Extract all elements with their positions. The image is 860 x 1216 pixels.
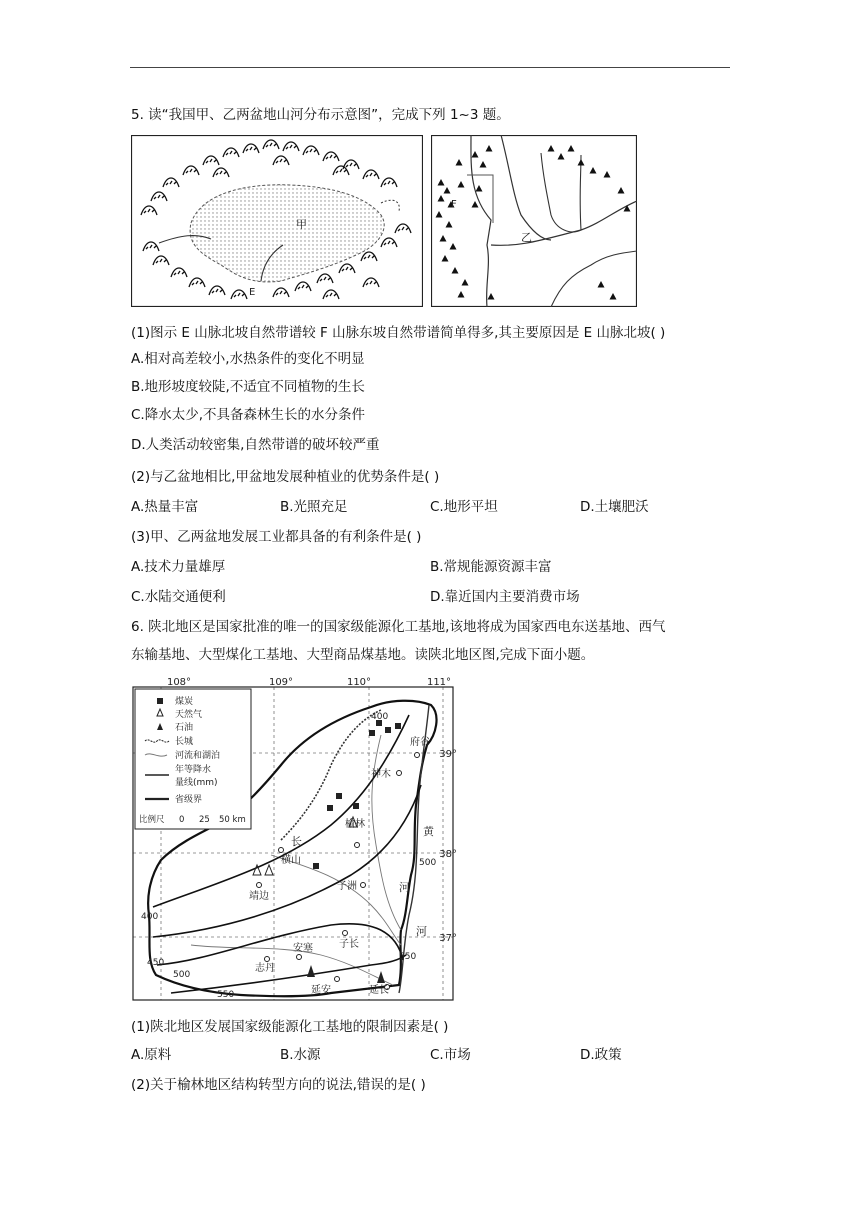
- city-yanchang: 延长: [369, 985, 389, 996]
- q6-sub1-option-d: D.政策: [580, 1047, 622, 1063]
- q6-sub1-option-c: C.市场: [430, 1047, 471, 1063]
- q5-stem: 5. 读“我国甲、乙两盆地山河分布示意图”，完成下列 1~3 题。: [131, 107, 510, 123]
- header-rule: [130, 67, 730, 68]
- lon-109: 109°: [268, 677, 294, 688]
- legend-gas: 天然气: [175, 710, 203, 720]
- q5-sub1-option-c: C.降水太少,不具备森林生长的水分条件: [131, 407, 366, 423]
- q5-sub3-option-b: B.常规能源资源丰富: [430, 559, 552, 575]
- label-he-2: 河: [416, 925, 427, 938]
- q6-sub1-option-b: B.水源: [280, 1047, 321, 1063]
- label-huang: 黄: [423, 825, 434, 838]
- q5-sub3-option-d: D.靠近国内主要消费市场: [430, 589, 580, 605]
- q5-sub2-option-b: B.光照充足: [280, 499, 348, 515]
- city-shenmu: 神木: [371, 769, 391, 780]
- isohyet-label: 400: [371, 712, 389, 722]
- lon-108: 108°: [166, 677, 192, 688]
- q5-sub2-option-d: D.土壤肥沃: [580, 499, 649, 515]
- q5-sub2-option-c: C.地形平坦: [430, 499, 498, 515]
- label-he-1: 河: [399, 881, 410, 894]
- map-frame: [432, 136, 637, 307]
- legend-great-wall: 长城: [175, 737, 194, 747]
- legend-oil: 石油: [175, 723, 194, 733]
- q6-sub1-stem: (1)陕北地区发展国家级能源化工基地的限制因素是( ): [131, 1019, 449, 1035]
- scale-label: 比例尺: [139, 815, 165, 825]
- isohyet-label: 550: [217, 990, 235, 1000]
- lat-37: 37°: [439, 933, 457, 944]
- city-zizhou: 子洲: [337, 881, 357, 892]
- label-great-wall: 长: [291, 835, 302, 848]
- q6-stem-line1: 6. 陕北地区是国家批准的唯一的国家级能源化工基地,该地将成为国家西电东送基地、西气: [131, 619, 666, 635]
- q6-sub1-option-a: A.原料: [131, 1047, 172, 1063]
- legend-province: 省级界: [175, 795, 203, 805]
- q5-map-left: [131, 135, 423, 307]
- lon-110: 110°: [346, 677, 372, 688]
- q5-sub1-stem: (1)图示 E 山脉北坡自然带谱较 F 山脉东坡自然带谱简单得多,其主要原因是 E 山脉北坡( ): [131, 325, 666, 341]
- lat-38: 38°: [439, 849, 457, 860]
- city-hengshan: 横山: [281, 855, 301, 866]
- city-zichang: 子长: [339, 939, 359, 950]
- q5-sub2-option-a: A.热量丰富: [131, 499, 199, 515]
- q5-map-right: [431, 135, 637, 307]
- q5-sub3-option-c: C.水陆交通便利: [131, 589, 226, 605]
- city-fugu: 府谷: [410, 737, 430, 748]
- q5-sub3-option-a: A.技术力量雄厚: [131, 559, 226, 575]
- city-yulin: 榆林: [345, 819, 365, 830]
- isohyet-label: 450: [147, 958, 165, 968]
- isohyet-label: 500: [419, 858, 437, 868]
- map-legend: [135, 689, 251, 829]
- label-mountain-f: F: [451, 199, 457, 210]
- q6-sub2-stem: (2)关于榆林地区结构转型方向的说法,错误的是( ): [131, 1077, 426, 1093]
- q5-sub2-stem: (2)与乙盆地相比,甲盆地发展种植业的优势条件是( ): [131, 469, 440, 485]
- isohyet-label: 500: [173, 970, 191, 980]
- legend-isohyet: 年等降水: [175, 765, 212, 775]
- isohyet-label: 400: [141, 912, 159, 922]
- q5-sub1-option-a: A.相对高差较小,水热条件的变化不明显: [131, 351, 365, 367]
- isohyet-label: 550: [399, 952, 417, 962]
- q6-stem-line2: 东输基地、大型煤化工基地、大型商品煤基地。读陕北地区图,完成下面小题。: [131, 647, 595, 663]
- lon-111: 111°: [426, 677, 452, 688]
- scale-50: 50 km: [219, 815, 246, 825]
- legend-isohyet-unit: 量线(mm): [175, 778, 218, 788]
- label-mountain-e: E: [249, 287, 256, 298]
- label-basin-yi: 乙: [521, 231, 532, 244]
- lat-39: 39°: [439, 749, 457, 760]
- q5-sub1-option-b: B.地形坡度较陡,不适宜不同植物的生长: [131, 379, 365, 395]
- q5-sub1-option-d: D.人类活动较密集,自然带谱的破坏较严重: [131, 437, 380, 453]
- city-zhidan: 志丹: [255, 963, 275, 974]
- scale-0: 0: [179, 815, 185, 825]
- legend-coal: 煤炭: [175, 697, 194, 707]
- q5-sub3-stem: (3)甲、乙两盆地发展工业都具备的有利条件是( ): [131, 529, 422, 545]
- city-yanan: 延安: [311, 985, 331, 996]
- q6-map: [131, 675, 461, 1005]
- label-basin-jia: 甲: [296, 218, 307, 231]
- legend-rivers: 河流和湖泊: [175, 751, 221, 761]
- city-jingbian: 靖边: [249, 891, 269, 902]
- scale-25: 25: [199, 815, 210, 825]
- city-ansai: 安塞: [293, 943, 313, 954]
